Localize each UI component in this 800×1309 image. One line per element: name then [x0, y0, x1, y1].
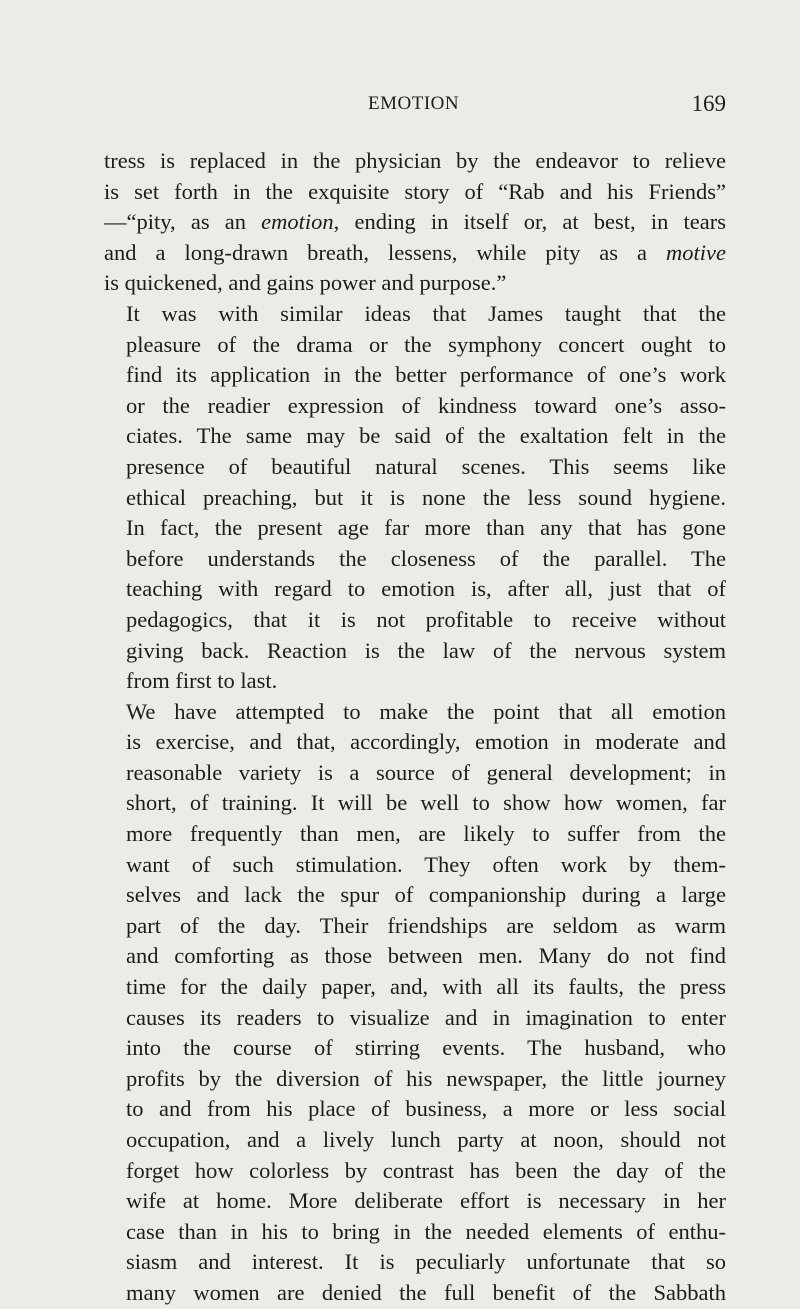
- emphasis-emotion: emotion: [261, 209, 334, 235]
- text-line: [104, 238, 726, 269]
- emphasis-motive: motive: [666, 239, 726, 265]
- text-line: or the readier expression of kindness toward one’s asso-: [126, 392, 726, 418]
- text-line: pedagogics, that it is not profitable to receive without: [126, 606, 726, 632]
- text-line: before understands the closeness of the parallel. The: [126, 545, 726, 571]
- body-text: [104, 146, 726, 1309]
- text-line: causes its readers to visualize and in imagination to enter: [126, 1004, 726, 1030]
- text-line: presence of beautiful natural scenes. This seems like: [126, 453, 726, 479]
- text-line: short, of training. It will be well to show how women, far: [126, 790, 726, 816]
- text-line: wife at home. More deliberate effort is necessary in her: [126, 1188, 726, 1214]
- text-fragment: —“pity, as an: [104, 209, 262, 235]
- text-line: time for the daily paper, and, with all its faults, the press: [126, 974, 726, 1000]
- paragraph-3: [104, 697, 726, 1309]
- text-line: find its application in the better performance of one’s work: [126, 362, 726, 388]
- text-line: case than in his to bring in the needed elements of enthu-: [126, 1218, 726, 1244]
- text-line: want of such stimulation. They often work by them-: [126, 851, 726, 877]
- text-line: pleasure of the drama or the symphony concert ought to: [126, 331, 726, 357]
- text-line: is set forth in the exquisite story of “Rab and his Friends”: [104, 178, 726, 204]
- text-line: giving back. Reaction is the law of the nervous system: [126, 637, 726, 663]
- text-line: and comforting as those between men. Many do not find: [126, 943, 726, 969]
- text-fragment: , ending in itself or, at best, in tears: [333, 209, 726, 235]
- text-line: teaching with regard to emotion is, after all, just that of: [126, 576, 726, 602]
- text-line: into the course of stirring events. The husband, who: [126, 1035, 726, 1061]
- text-line: forget how colorless by contrast has been the day of the: [126, 1157, 726, 1183]
- text-line: more frequently than men, are likely to suffer from the: [126, 821, 726, 847]
- text-line: tress is replaced in the physician by the endeavor to relieve: [104, 148, 726, 173]
- text-line: We have attempted to make the point that all emotion: [126, 698, 726, 724]
- text-line: to and from his place of business, a more or less social: [126, 1096, 726, 1122]
- text-line: profits by the diversion of his newspaper, the little journey: [126, 1065, 726, 1091]
- text-line: part of the day. Their friendships are seldom as warm: [126, 912, 726, 938]
- paragraph-2: [104, 299, 726, 697]
- text-fragment: and a long-drawn breath, lessens, while pity as a: [104, 239, 667, 265]
- text-line: from first to last.: [126, 668, 278, 694]
- text-line: occupation, and a lively lunch party at noon, should not: [126, 1127, 726, 1152]
- text-line: [104, 207, 726, 238]
- text-line: siasm and interest. It is peculiarly unfortunate that so: [126, 1249, 726, 1275]
- page-number: 169: [691, 91, 726, 116]
- text-line: In fact, the present age far more than any that has gone: [126, 515, 726, 541]
- running-title: EMOTION: [368, 93, 460, 114]
- text-line: is exercise, and that, accordingly, emotion in moderate and: [126, 729, 726, 755]
- text-line: many women are denied the full benefit of the Sabbath: [126, 1279, 726, 1305]
- running-head: [104, 93, 726, 123]
- text-line: ciates. The same may be said of the exaltation felt in the: [126, 423, 726, 449]
- text-line: ethical preaching, but it is none the less sound hygiene.: [126, 484, 726, 510]
- paragraph-1: [104, 146, 726, 299]
- text-line: is quickened, and gains power and purpose.”: [104, 270, 507, 296]
- text-line: selves and lack the spur of companionship during a large: [126, 882, 726, 908]
- text-line: reasonable variety is a source of general development; in: [126, 759, 726, 785]
- text-line: It was with similar ideas that James taught that the: [126, 300, 726, 326]
